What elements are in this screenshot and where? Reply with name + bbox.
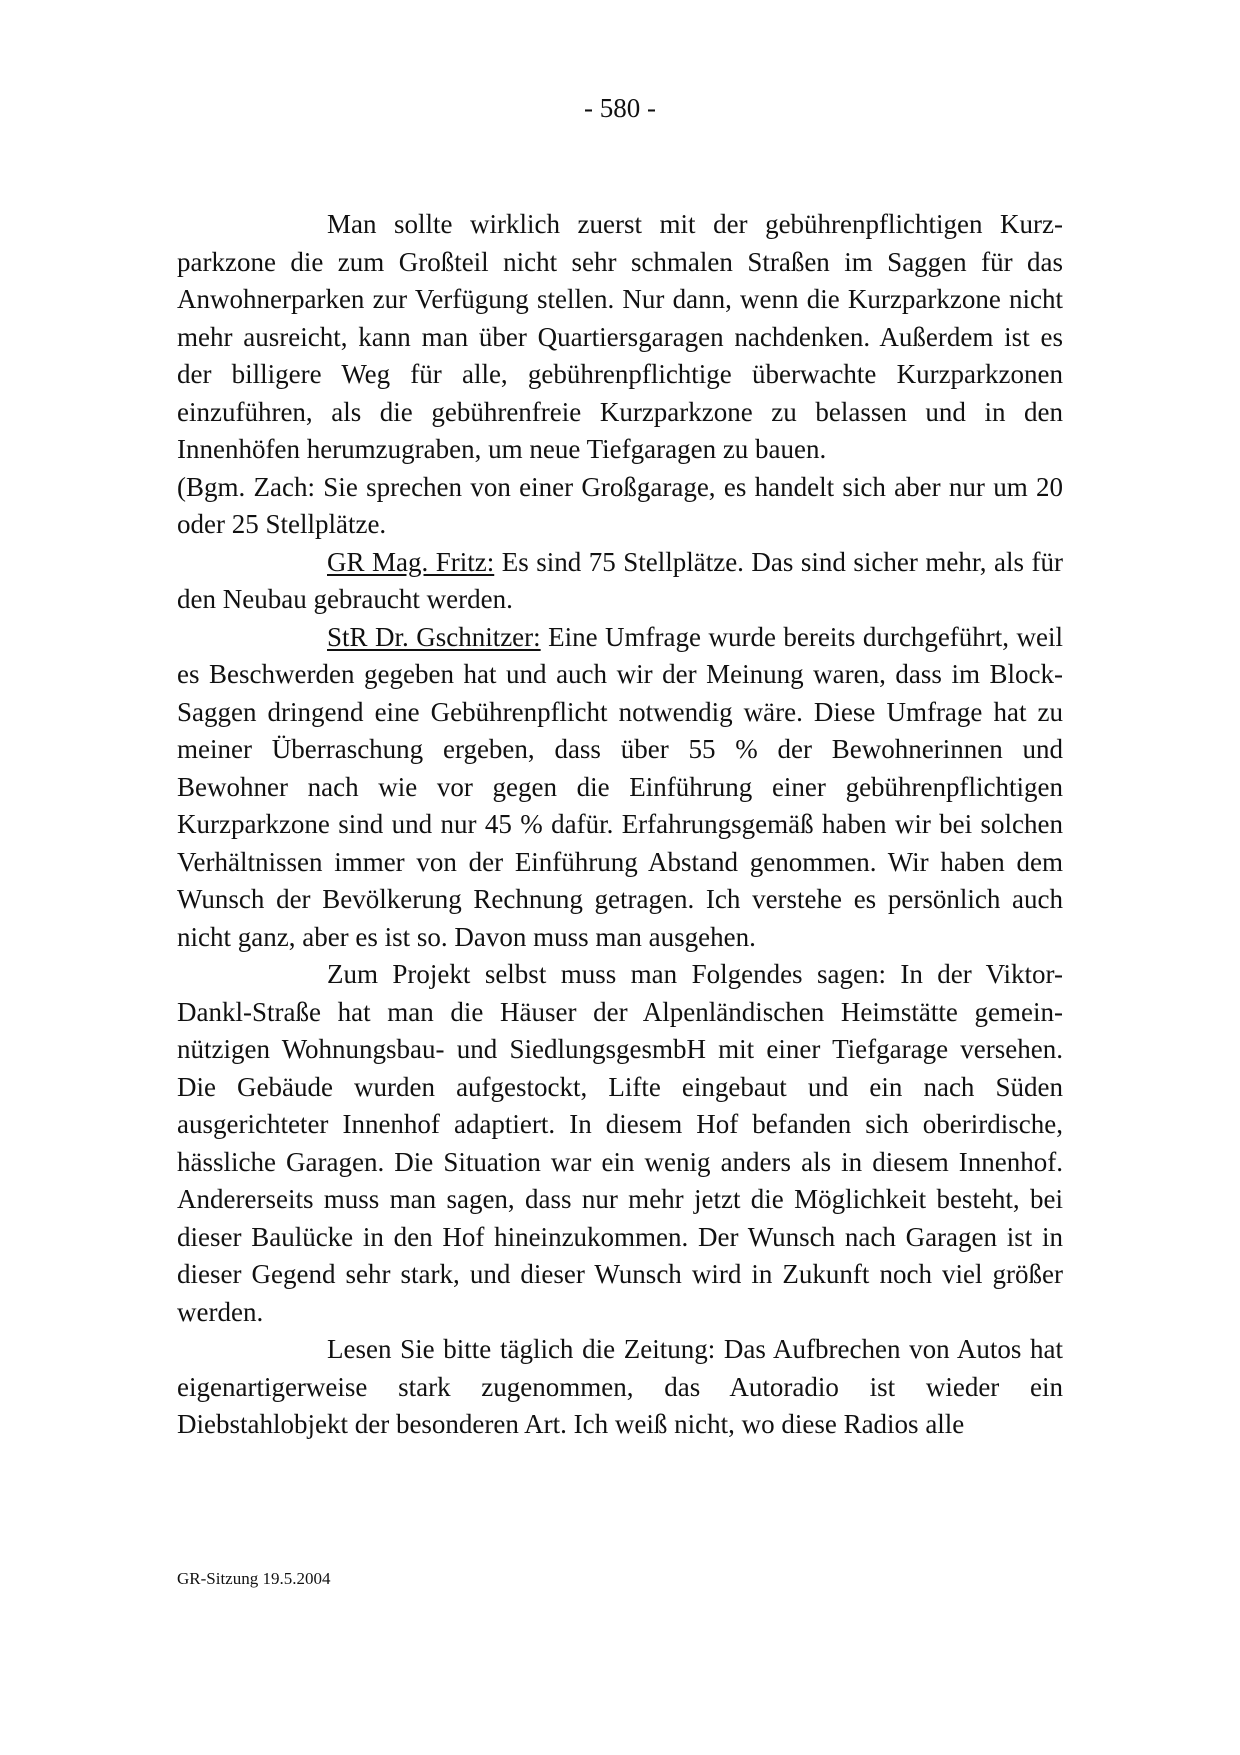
paragraph-text: Man sollte wirklich zuerst mit der gebührenpflichtigen Kurzparkzone die zum Großteil nicht sehr schmalen Straßen im Saggen für das Anwohnerparken zur Verfügung stellen. Nur dann, wenn die Kurzparkzone nicht mehr ausreicht, kann man über Quartiersgaragen nachdenken. Außerdem ist es der billigere Weg für alle, gebührenpflichtige überwachte Kurzparkzonen einzuführen, als die gebührenfreie Kurzparkzone zu belassen und in den Innenhöfen herumzugraben, um neue Tiefgaragen zu bauen. — [177, 209, 1063, 464]
speaker-name: StR Dr. Gschnitzer: — [327, 621, 541, 652]
paragraph-zeitung — [177, 1331, 1063, 1444]
paragraph-fritz — [177, 544, 1063, 619]
paragraph-kurzparkzone — [177, 206, 1063, 469]
page-number: - 580 - — [584, 93, 656, 123]
footer-session-date: GR-Sitzung 19.5.2004 — [177, 1569, 331, 1588]
paragraph-interjection-zach — [177, 469, 1063, 544]
paragraph-text: (Bgm. Zach: Sie sprechen von einer Großgarage, es handelt sich aber nur um 20 oder 25 Stellplätze. — [177, 471, 1063, 539]
paragraph-projekt — [177, 956, 1063, 1331]
body-text — [177, 206, 1063, 1444]
paragraph-text: Eine Umfrage wurde bereits durchgeführt, weil es Beschwerden gegeben hat und auch wir der Meinung waren, dass im Block-Saggen dringend eine Gebührenpflicht notwendig wäre. Diese Umfrage hat zu meiner Überraschung ergeben, dass über 55 % der Bewohnerinnen und Bewohner nach wie vor gegen die Einführung einer gebührenpflichtigen Kurzparkzone sind und nur 45 % dafür. Erfahrungsgemäß haben wir bei solchen Verhältnissen immer von der Einführung Abstand genommen. Wir haben dem Wunsch der Bevölkerung Rechnung getragen. Ich verstehe es persönlich auch nicht ganz, aber es ist so. Davon muss man ausgehen. — [177, 621, 1063, 952]
paragraph-text: Lesen Sie bitte täglich die Zeitung: Das Aufbrechen von Autos hat eigenartigerweise stark zugenommen, das Autoradio ist wieder ein Diebstahlobjekt der besonderen Art. Ich weiß nicht, wo diese Radios alle — [177, 1334, 1063, 1439]
paragraph-text: Es sind 75 Stellplätze. Das sind sicher mehr, als für den Neubau gebraucht werden. — [177, 546, 1063, 614]
paragraph-text: Zum Projekt selbst muss man Folgendes sagen: In der Viktor-Dankl-Straße hat man die Häuser der Alpenländischen Heimstätte gemeinnützigen Wohnungsbau- und SiedlungsgesmbH mit einer Tiefgarage versehen. Die Gebäude wurden aufgestockt, Lifte eingebaut und ein nach Süden ausgerichteter Innenhof adaptiert. In diesem Hof befanden sich oberirdische, hässliche Garagen. Die Situation war ein wenig anders als in diesem Innenhof. Andererseits muss man sagen, dass nur mehr jetzt die Möglichkeit besteht, bei dieser Baulücke in den Hof hineinzukommen. Der Wunsch nach Garagen ist in dieser Gegend sehr stark, und dieser Wunsch wird in Zukunft noch viel größer werden. — [177, 959, 1063, 1327]
speaker-name: GR Mag. Fritz: — [327, 546, 495, 577]
paragraph-gschnitzer — [177, 619, 1063, 957]
